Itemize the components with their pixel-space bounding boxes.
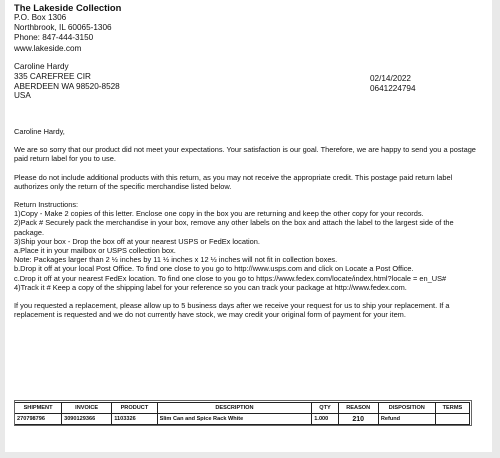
instruction-item: c.Drop it off at your nearest FedEx location. To find one close to you go to https://www.fedex.com/locate/index.html?locale = en_US#	[14, 273, 447, 283]
cell-product: 1103326	[112, 414, 157, 425]
letter-body	[14, 127, 480, 319]
sender-address	[14, 2, 121, 54]
cell-description: Slim Can and Spice Rack White	[157, 414, 312, 425]
recipient-name: Caroline Hardy	[14, 62, 69, 71]
sender-po-box: P.O. Box 1306	[14, 13, 67, 22]
return-items-table	[14, 402, 470, 425]
cell-qty: 1.000	[312, 414, 338, 425]
col-product: PRODUCT	[112, 403, 157, 414]
cell-reason: 210	[338, 414, 378, 425]
table-row	[15, 414, 470, 425]
paragraph-policy: Please do not include additional products with this return, as you may not receive the appropriate credit. This postage paid return label authorizes only the return of the specific merchandise listed below.	[14, 172, 453, 191]
letter-meta	[370, 74, 416, 94]
instruction-item: 1)Copy - Make 2 copies of this letter. Enclose one copy in the box you are returning and keep the other copy for your records.	[14, 209, 424, 219]
col-shipment: SHIPMENT	[15, 403, 62, 414]
recipient-city: ABERDEEN WA 98520-8528	[14, 81, 120, 91]
instructions-title: Return Instructions:	[14, 200, 79, 210]
cell-invoice: 3090129366	[62, 414, 112, 425]
cell-disposition: Refund	[378, 414, 435, 425]
col-terms: TERMS	[435, 403, 469, 414]
col-disposition: DISPOSITION	[378, 403, 435, 414]
cell-shipment: 270798796	[15, 414, 62, 425]
recipient-country: USA	[14, 91, 31, 101]
salutation: Caroline Hardy,	[14, 127, 65, 136]
sender-website: www.lakeside.com	[14, 43, 82, 53]
letter-reference: 0641224794	[370, 84, 416, 94]
instruction-item: a.Place it in your mailbox or USPS collection box.	[14, 246, 176, 256]
recipient-address	[14, 62, 120, 101]
col-invoice: INVOICE	[62, 403, 112, 414]
paragraph-apology: We are so sorry that our product did not meet your expectations. Your satisfaction is our goal. Therefore, we are happy to send you a postage paid return label for you to use.	[14, 145, 476, 164]
instruction-item: 2)Pack # Securely pack the merchandise in your box, remove any other labels on the box and attach the label to the largest side of the package.	[14, 218, 454, 237]
sender-city: Northbrook, IL 60065-1306	[14, 23, 112, 33]
cell-terms	[435, 414, 469, 425]
col-reason: REASON	[338, 403, 378, 414]
letter-date: 02/14/2022	[370, 74, 411, 83]
paragraph-replacement: If you requested a replacement, please allow up to 5 business days after we receive your request for us to ship your replacement. If a replacement is requested and we do not currently have stock, we may credit your original form of payment for your item.	[14, 301, 450, 320]
recipient-street: 335 CAREFREE CIR	[14, 71, 91, 81]
instruction-item: Note: Packages larger than 2 ½ inches by 11 ½ inches x 12 ½ inches will not fit in collection boxes.	[14, 255, 338, 265]
instruction-item: 3)Ship your box - Drop the box off at your nearest USPS or FedEx location.	[14, 236, 260, 246]
letter-page	[5, 0, 492, 452]
col-qty: QTY	[312, 403, 338, 414]
col-description: DESCRIPTION	[157, 403, 312, 414]
table-header-row	[15, 403, 470, 414]
sender-phone: Phone: 847-444-3150	[14, 33, 94, 43]
instruction-item: 4)Track it # Keep a copy of the shipping label for your reference so you can track your package at http://www.fedex.com.	[14, 282, 407, 292]
instruction-item: b.Drop it off at your local Post Office. To find one close to you go to http://www.usps.com and click on Locate a Post Office.	[14, 264, 414, 274]
company-name: The Lakeside Collection	[14, 2, 122, 13]
